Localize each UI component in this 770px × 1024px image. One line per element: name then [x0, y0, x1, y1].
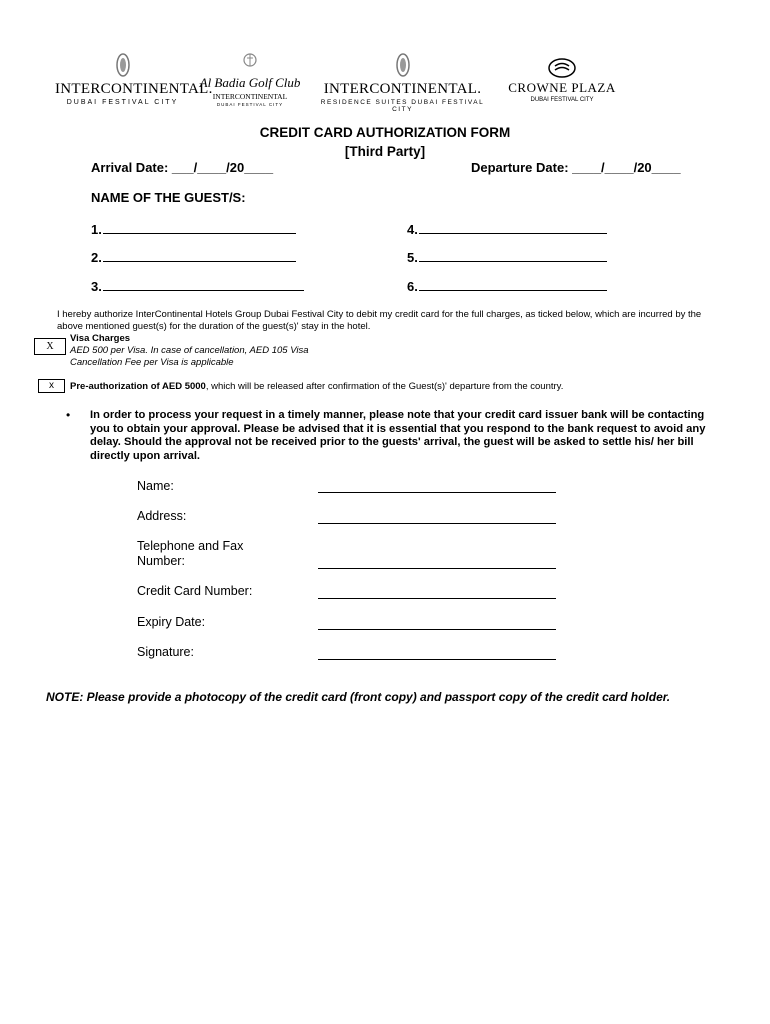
guest-1-number: 1.: [91, 222, 102, 237]
crowne-plaza-emblem-icon: [548, 58, 576, 78]
card-number-label: Credit Card Number:: [137, 584, 253, 598]
signature-field[interactable]: [318, 659, 556, 660]
guests-heading: NAME OF THE GUEST/S:: [91, 190, 246, 205]
form-title: CREDIT CARD AUTHORIZATION FORM: [259, 125, 511, 140]
logo-name: Al Badia Golf Club: [199, 75, 301, 90]
phone-label-1: Telephone and Fax: [137, 539, 244, 553]
visa-checkbox[interactable]: X: [34, 338, 66, 355]
logo-line2: INTERCONTINENTAL: [212, 92, 288, 101]
card-number-field[interactable]: [318, 598, 556, 599]
authorization-text: I hereby authorize InterContinental Hotels Group Dubai Festival City to debit my credit card for the full charges, as ticked below, which are incurred by the above mentioned guest(s) for the duration of the guest(s)' stay in the hotel.: [57, 309, 702, 332]
address-field[interactable]: [318, 523, 556, 524]
logo-subtitle: DUBAI FESTIVAL CITY: [66, 99, 179, 106]
logo-subtitle: DUBAI FESTIVAL CITY: [530, 97, 594, 103]
al-badia-emblem-icon: [242, 50, 258, 72]
logo-name: INTERCONTINENTAL.: [55, 81, 213, 97]
phone-field[interactable]: [318, 568, 556, 569]
logo-subtitle: RESIDENCE SUITES DUBAI FESTIVAL CITY: [320, 99, 485, 113]
visa-line-1: AED 500 per Visa. In case of cancellation, AED 105 Visa: [70, 345, 309, 356]
logo-name: CROWNE PLAZA: [508, 80, 616, 95]
logo-al-badia: [196, 50, 304, 107]
guest-6-line[interactable]: [419, 290, 607, 291]
name-label: Name:: [137, 479, 174, 493]
guest-6-number: 6.: [407, 279, 418, 294]
note-text: NOTE: Please provide a photocopy of the credit card (front copy) and passport copy of the credit card holder.: [46, 690, 671, 704]
preauth-bold: Pre-authorization of AED 5000: [70, 381, 206, 392]
form-subtitle: [Third Party]: [344, 144, 426, 159]
logo-intercontinental-dfc: [55, 52, 213, 106]
guest-5-number: 5.: [407, 250, 418, 265]
logo-intercontinental-residence: [310, 52, 495, 113]
intercontinental-emblem-icon: [116, 52, 130, 78]
bullet-text: In order to process your request in a timely manner, please note that your credit card issuer bank will be contacting you to obtain your approval. Please be advised that it is essential that you respond to the bank request to avoid any delay. Should the approval not be received prior to the guests' arrival, the guest will be asked to settle his/ her bill directly upon arrival.: [90, 409, 706, 462]
guest-3-number: 3.: [91, 279, 102, 294]
preauth-rest: , which will be released after confirmation of the Guest(s)' departure from the country.: [205, 381, 564, 392]
signature-label: Signature:: [137, 645, 194, 659]
preauth-checkbox[interactable]: x: [38, 379, 65, 393]
guest-4-line[interactable]: [419, 233, 607, 234]
expiry-label: Expiry Date:: [137, 615, 206, 629]
arrival-date-label: Arrival Date: ___/____/20____: [91, 160, 274, 175]
guest-2-number: 2.: [91, 250, 102, 265]
logo-name: INTERCONTINENTAL.: [323, 81, 482, 97]
logo-subtitle: DUBAI FESTIVAL CITY: [216, 102, 284, 107]
guest-5-line[interactable]: [419, 261, 607, 262]
visa-line-2: Cancellation Fee per Visa is applicable: [70, 357, 234, 368]
address-label: Address:: [137, 509, 187, 523]
expiry-field[interactable]: [318, 629, 556, 630]
intercontinental-emblem-icon: [396, 52, 410, 78]
bullet-icon: •: [66, 408, 71, 422]
guest-1-line[interactable]: [103, 233, 296, 234]
name-field[interactable]: [318, 492, 556, 493]
preauth-text: [70, 381, 563, 392]
guest-3-line[interactable]: [103, 290, 304, 291]
phone-label-2: Number:: [137, 554, 185, 568]
logo-crowne-plaza: [508, 58, 616, 103]
guest-2-line[interactable]: [103, 261, 296, 262]
guest-4-number: 4.: [407, 222, 418, 237]
visa-title: Visa Charges: [70, 333, 131, 344]
departure-date-label: Departure Date: ____/____/20____: [471, 160, 681, 175]
